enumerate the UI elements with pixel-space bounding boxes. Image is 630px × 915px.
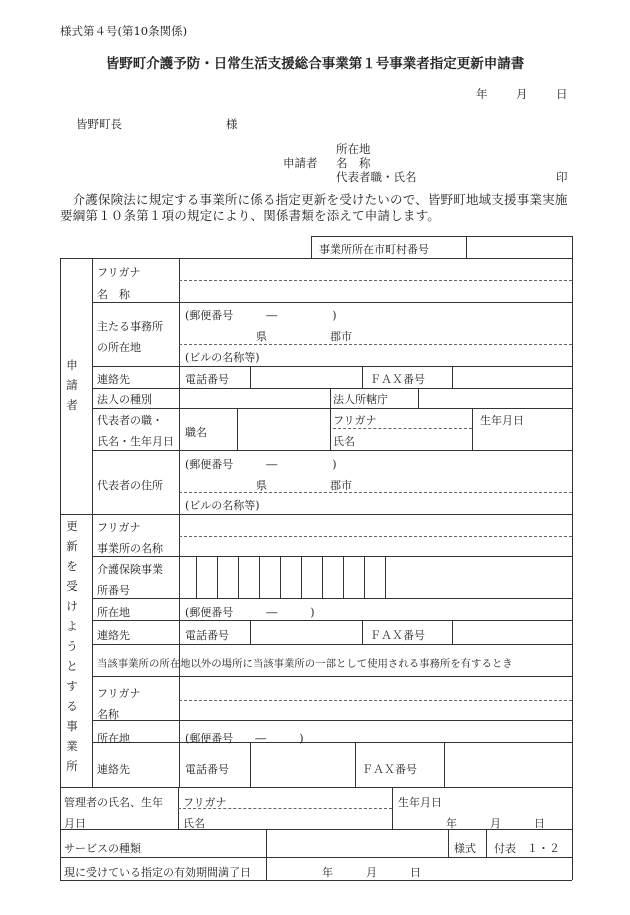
table-v-rule [362,366,363,388]
table-v-rule [385,556,386,598]
branch-fax-label: ＦＡＸ番号 [362,763,417,776]
table-h-rule [60,258,572,259]
table-v-rule [266,829,267,857]
table-v-rule [444,742,445,787]
table-v-rule [364,556,365,598]
main-office-label: 主たる事務所 [97,320,163,333]
addressee-name: 皆野町長 [76,117,122,131]
applicant-rep-label: 代表者職・氏名 [336,170,417,184]
office-contact-label: 連絡先 [97,629,130,642]
table-v-rule [238,556,239,598]
rep-postal-label: (郵便番号 ― ) [185,458,337,471]
rep-building-label: (ビルの名称等) [185,499,260,512]
table-h-rule [92,556,572,557]
table-v-rule [250,366,251,388]
branch-contact-label: 連絡先 [97,763,130,776]
ins-no-label: 介護保険事業 [97,563,163,576]
rep-address-label: 代表者の住所 [97,479,163,492]
date-year: 年 [476,87,488,101]
section-office: 更新を受けようとする事業所 [66,519,78,773]
contact-label: 連絡先 [97,373,130,386]
table-v-rule [572,236,573,880]
table-dashed-rule [179,536,572,537]
corp-type-label: 法人の種別 [97,393,152,406]
applicant-name-label: 名 称 [336,156,371,170]
postal-label: (郵便番号 ― ) [185,309,337,322]
applicant-location-label: 所在地 [336,142,371,156]
pref-label: 県 [256,330,267,343]
applicant-label: 申請者 [283,156,318,170]
table-v-rule [322,556,323,598]
application-statement: 介護保険法に規定する事業所に係る指定更新を受けたいので、皆野町地域支援事業実施要綱第１０条第１項の規定により、関係書類を添えて申請します。 [60,192,568,223]
city-label: 郡市 [330,330,352,343]
corp-auth-label: 法人所轄庁 [333,393,388,406]
table-h-rule [92,598,572,599]
table-h-rule [60,880,572,881]
muni-code-label: 事業所所在市町村番号 [319,243,429,256]
table-v-rule [92,258,93,787]
branch-location-label: 所在地 [97,732,130,745]
rep-city-label: 郡市 [330,479,352,492]
branch-tel-label: 電話番号 [185,763,229,776]
manager-label-2: 月日 [64,817,86,830]
table-v-rule [392,787,393,829]
table-h-rule [92,388,572,389]
table-dashed-rule [333,428,472,429]
table-v-rule [355,742,356,787]
table-v-rule [250,742,251,787]
table-v-rule [452,366,453,388]
manager-birth-label: 生年月日 [398,796,442,809]
table-h-rule [60,514,572,515]
rep-title-label-2: 氏名・生年月日 [97,435,174,448]
table-dashed-rule [179,492,572,493]
table-dashed-rule [179,280,572,281]
office-tel-label: 電話番号 [185,629,229,642]
rep-pref-label: 県 [256,479,267,492]
table-v-rule [362,620,363,644]
branch-name-label: 名称 [97,708,119,721]
form-title: 皆野町介護予防・日常生活支援総合事業第１号事業者指定更新申請書 [105,56,525,72]
table-v-rule [311,236,312,258]
branch-furigana-label: フリガナ [97,687,141,700]
table-dashed-rule [179,700,572,701]
manager-label: 管理者の氏名、生年 [64,796,163,809]
rep-furigana-label: フリガナ [333,414,377,427]
office-fax-label: ＦＡＸ番号 [370,629,425,642]
date-month: 月 [516,87,528,101]
table-h-rule [92,366,572,367]
building-label: (ビルの名称等) [185,351,260,364]
ins-no-label-2: 所番号 [97,584,130,597]
rep-title-label: 代表者の職・ [97,414,163,427]
seal-mark: 印 [556,170,568,184]
office-location-label: 所在地 [97,606,130,619]
table-h-rule [92,408,572,409]
table-h-rule [92,742,572,743]
section-applicant: 申請者 [66,358,78,412]
table-h-rule [60,857,572,858]
rep-birth-label: 生年月日 [480,414,524,427]
service-type-label: サービスの種類 [64,842,141,855]
rep-shimei-label: 氏名 [333,435,355,448]
fax-label: ＦＡＸ番号 [370,373,425,386]
table-v-rule [217,556,218,598]
date-day: 日 [556,87,568,101]
table-dashed-rule [179,344,572,345]
office-furigana-label: フリガナ [97,521,141,534]
table-h-rule [92,450,572,451]
manager-birth-date: 年 月 日 [446,817,545,830]
table-h-rule [92,620,572,621]
table-v-rule [448,829,449,857]
name-label: 名 称 [97,288,130,301]
manager-shimei-label: 氏名 [183,817,205,830]
format-label: 様式 [454,842,476,855]
form-number: 様式第４号(第10条関係) [60,24,188,38]
table-v-rule [266,857,267,880]
table-v-rule [330,388,331,450]
office-name-label: 事業所の名称 [97,542,163,555]
other-office-note: 当該事業所の所在地以外の場所に当該事業所の一部として使用される事務所を有するとき [97,658,513,670]
table-v-rule [472,408,473,450]
table-h-rule [311,236,572,237]
table-v-rule [301,556,302,598]
table-v-rule [418,388,419,408]
expiry-label: 現に受けている指定の有効期間満了日 [64,866,251,879]
manager-furigana-label: フリガナ [183,796,227,809]
table-h-rule [92,302,572,303]
table-h-rule [92,676,572,677]
table-v-rule [179,258,180,787]
table-v-rule [343,556,344,598]
main-office-label-2: の所在地 [97,341,141,354]
attachment-label: 付表 １・２ [494,842,560,855]
branch-postal-label: (郵便番号 ― ) [185,732,304,745]
table-v-rule [466,236,467,258]
table-v-rule [259,556,260,598]
table-v-rule [280,556,281,598]
expiry-date: 年 月 日 [322,866,421,879]
office-postal-label: (郵便番号 ― ) [185,606,315,619]
table-h-rule [92,644,572,645]
table-v-rule [486,829,487,857]
table-h-rule [92,720,572,721]
table-h-rule [60,787,572,788]
furigana-label: フリガナ [97,266,141,279]
addressee-honorific: 様 [226,117,238,131]
table-v-rule [452,620,453,644]
table-v-rule [237,408,238,450]
position-label: 職名 [185,426,207,439]
tel-label: 電話番号 [185,373,229,386]
table-v-rule [250,620,251,644]
table-v-rule [196,556,197,598]
